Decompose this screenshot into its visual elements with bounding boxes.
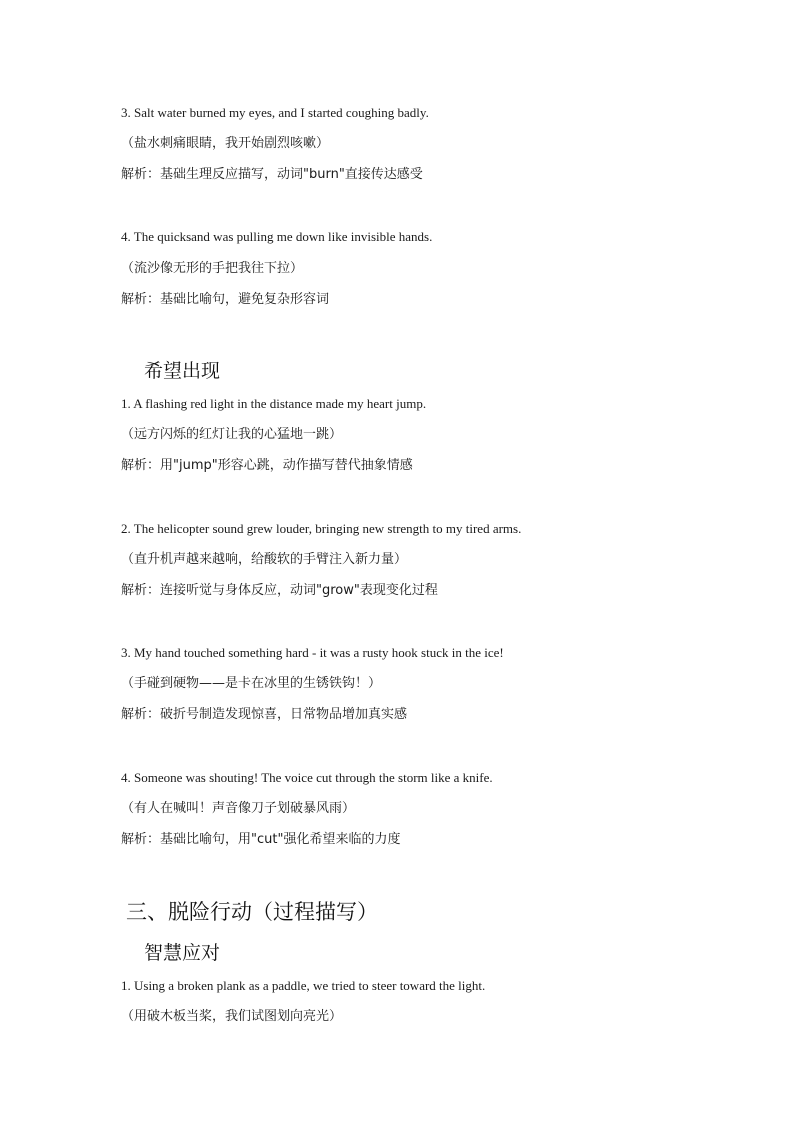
sentence-note: 解析：用"jump"形容心跳，动作描写替代抽象情感 xyxy=(121,458,413,473)
sentence-zh: （流沙像无形的手把我往下拉） xyxy=(121,261,304,276)
sentence-en: 3. Salt water burned my eyes, and I started coughing badly. xyxy=(121,105,429,120)
sentence-note: 解析：破折号制造发现惊喜，日常物品增加真实感 xyxy=(121,707,408,722)
sentence-zh: （用破木板当桨，我们试图划向亮光） xyxy=(121,1009,343,1024)
sentence-note: 解析：基础比喻句，避免复杂形容词 xyxy=(121,292,330,307)
sentence-en: 4. Someone was shouting! The voice cut through the storm like a knife. xyxy=(121,770,493,785)
sentence-note: 解析：基础比喻句，用"cut"强化希望来临的力度 xyxy=(121,832,401,847)
sentence-zh: （手碰到硬物——是卡在冰里的生锈铁钩！） xyxy=(121,676,382,691)
subsection-heading: 希望出现 xyxy=(144,360,221,382)
sentence-en: 2. The helicopter sound grew louder, bringing new strength to my tired arms. xyxy=(121,521,522,536)
section-heading: 三、脱险行动（过程描写） xyxy=(126,900,378,924)
sentence-zh: （直升机声越来越响，给酸软的手臂注入新力量） xyxy=(121,552,408,567)
sentence-en: 3. My hand touched something hard - it was a rusty hook stuck in the ice! xyxy=(121,645,504,660)
subsection-heading: 智慧应对 xyxy=(144,942,221,964)
sentence-en: 1. Using a broken plank as a paddle, we tried to steer toward the light. xyxy=(121,978,486,993)
sentence-note: 解析：基础生理反应描写，动词"burn"直接传达感受 xyxy=(121,167,423,182)
sentence-zh: （有人在喊叫！声音像刀子划破暴风雨） xyxy=(121,801,356,816)
sentence-en: 4. The quicksand was pulling me down like invisible hands. xyxy=(121,229,433,244)
sentence-zh: （盐水刺痛眼睛，我开始剧烈咳嗽） xyxy=(121,136,330,151)
sentence-zh: （远方闪烁的红灯让我的心猛地一跳） xyxy=(121,427,343,442)
sentence-en: 1. A flashing red light in the distance made my heart jump. xyxy=(121,396,427,411)
sentence-note: 解析：连接听觉与身体反应，动词"grow"表现变化过程 xyxy=(121,583,438,598)
